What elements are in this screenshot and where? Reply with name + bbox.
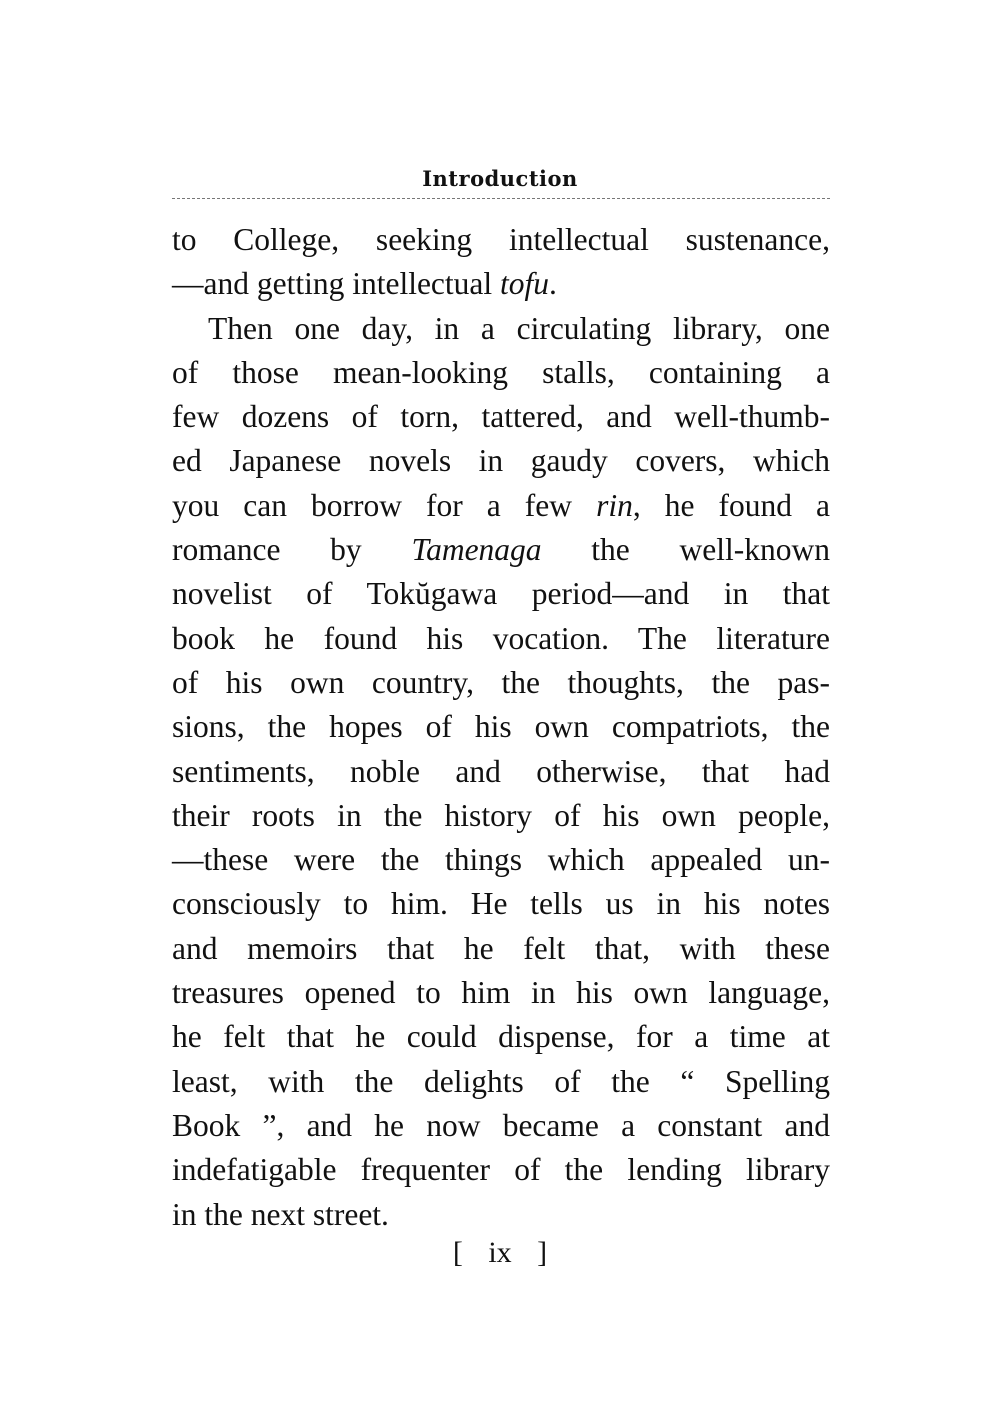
text-line: to College, seeking intellectual sustenance, bbox=[172, 222, 830, 257]
text-line bbox=[172, 484, 830, 528]
text-line: Book ”, and he now became a constant and bbox=[172, 1107, 830, 1143]
text-line: least, with the delights of the “ Spelling bbox=[172, 1063, 830, 1099]
text-line bbox=[172, 528, 830, 572]
text-line: treasures opened to him in his own language, bbox=[172, 975, 830, 1011]
segment: romance by bbox=[172, 532, 412, 568]
text-line bbox=[172, 262, 830, 306]
segment: you can borrow for a few bbox=[172, 487, 597, 523]
segment: , he found a bbox=[632, 487, 830, 523]
text-line: novelist of Tokŭgawa period—and in that bbox=[172, 576, 830, 612]
italic-word-rin: rin bbox=[596, 487, 633, 523]
text-line: indefatigable frequenter of the lending library bbox=[172, 1152, 830, 1188]
text-line: in the next street. bbox=[172, 1196, 389, 1232]
text-line: of those mean-looking stalls, containing a bbox=[172, 354, 830, 390]
segment: the well-known bbox=[541, 532, 830, 568]
text-line: Then one day, in a circulating library, one bbox=[208, 310, 830, 346]
text-line: —these were the things which appealed un- bbox=[172, 842, 830, 878]
text-line: sentiments, noble and otherwise, that had bbox=[172, 753, 830, 789]
text-line: ed Japanese novels in gaudy covers, which bbox=[172, 443, 830, 479]
text-line: their roots in the history of his own people, bbox=[172, 797, 830, 833]
italic-word-tamenaga: Tamenaga bbox=[411, 532, 542, 568]
text-line: and memoirs that he felt that, with these bbox=[172, 930, 830, 966]
body-text bbox=[172, 218, 830, 1237]
text-line: consciously to him. He tells us in his notes bbox=[172, 886, 830, 922]
page-number: [ ix ] bbox=[452, 1236, 548, 1269]
text-line: book he found his vocation. The literature bbox=[172, 620, 830, 656]
header-rule bbox=[172, 198, 830, 199]
text-line: few dozens of torn, tattered, and well-thumb- bbox=[172, 399, 830, 435]
italic-word-tofu: tofu bbox=[500, 266, 550, 302]
period: . bbox=[549, 266, 557, 302]
text-line: of his own country, the thoughts, the pas- bbox=[172, 664, 830, 700]
text-line: he felt that he could dispense, for a time at bbox=[172, 1019, 830, 1055]
text-line-before-italic: —and getting intellectual bbox=[172, 266, 501, 302]
running-header: Introduction bbox=[422, 166, 578, 191]
text-line: sions, the hopes of his own compatriots, the bbox=[172, 709, 830, 745]
